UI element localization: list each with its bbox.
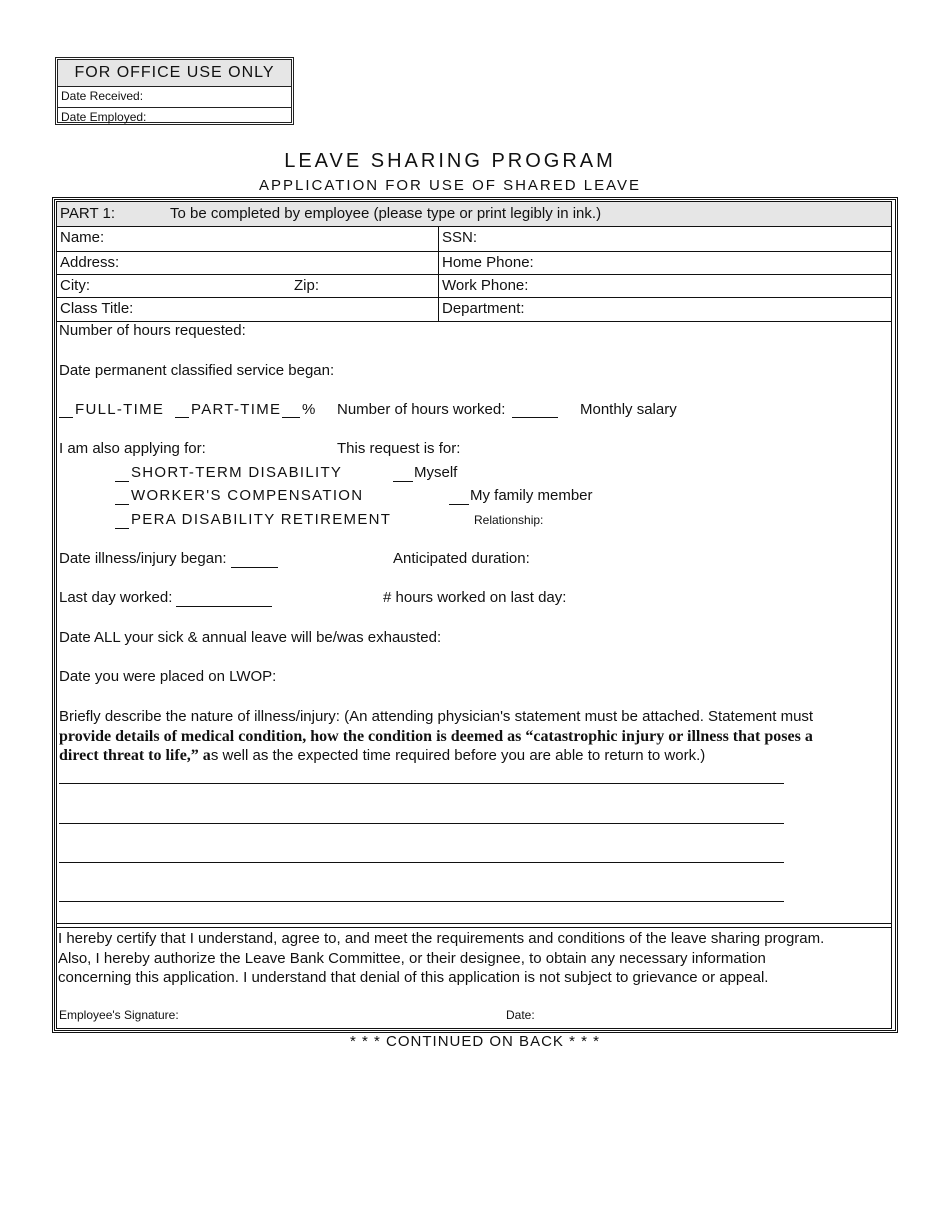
zip-field[interactable]: Zip: [291,275,439,297]
pera-blank[interactable] [115,528,129,529]
address-field[interactable]: Address: [57,252,439,274]
description-line[interactable] [59,823,784,824]
home-phone-field[interactable]: Home Phone: [442,254,534,271]
service-began-label: Date permanent classified service began: [59,362,335,379]
full-time-label: FULL-TIME [75,401,165,418]
work-phone-field[interactable]: Work Phone: [442,277,529,294]
certify-line1: I hereby certify that I understand, agree to, and meet the requirements and conditions of the leave sharing program. [58,930,825,947]
hours-last-day-label: # hours worked on last day: [383,589,567,606]
short-term-label: SHORT-TERM DISABILITY [131,464,343,481]
certify-line2: Also, I hereby authorize the Leave Bank Committee, or their designee, to obtain any necessary information [58,950,766,967]
section-divider [56,923,892,928]
illness-began-label: Date illness/injury began: [59,550,227,567]
office-use-header: FOR OFFICE USE ONLY [58,60,291,87]
part1-label: PART 1: [60,205,116,222]
relationship-label: Relationship: [474,513,544,527]
request-for-label: This request is for: [337,440,461,457]
myself-label: Myself [414,464,458,481]
part-time-label: PART-TIME [191,401,282,418]
family-member-blank[interactable] [449,504,469,505]
city-field[interactable]: City: [60,277,90,294]
monthly-salary-label: Monthly salary [580,401,677,418]
description-line[interactable] [59,783,784,784]
class-title-field[interactable]: Class Title: [57,298,439,321]
ssn-field[interactable]: SSN: [442,229,478,246]
describe-bold1: provide details of medical condition, how the condition is deemed as “catastrophic injury or illness that poses a [59,728,813,745]
short-term-blank[interactable] [115,481,129,482]
continued-footer: * * * CONTINUED ON BACK * * * [350,1033,600,1050]
description-line[interactable] [59,862,784,863]
leave-exhausted-label: Date ALL your sick & annual leave will be/was exhausted: [59,629,442,646]
describe-line2 [59,747,705,765]
page-title: LEAVE SHARING PROGRAM [284,150,616,172]
last-day-worked-label: Last day worked: [59,589,173,606]
row-city-work [56,275,892,298]
certify-line3: concerning this application. I understand that denial of this application is not subject to grievance or appeal. [58,969,769,986]
date-employed-field[interactable]: Date Employed: [61,110,147,124]
hours-requested-label: Number of hours requested: [59,322,246,339]
myself-blank[interactable] [393,481,413,482]
pera-label: PERA DISABILITY RETIREMENT [131,511,392,528]
anticipated-duration-label: Anticipated duration: [393,550,530,567]
part1-header [56,201,892,227]
hours-worked-blank[interactable] [512,417,558,418]
describe-line1: Briefly describe the nature of illness/injury: (An attending physician's statement must be attached. Statement must [59,708,814,725]
illness-began-blank[interactable] [231,567,278,568]
department-field[interactable]: Department: [442,300,525,317]
page-subtitle: APPLICATION FOR USE OF SHARED LEAVE [258,177,641,194]
also-applying-label: I am also applying for: [59,440,206,457]
workers-comp-label: WORKER'S COMPENSATION [131,487,364,504]
description-line[interactable] [59,901,784,902]
lwop-label: Date you were placed on LWOP: [59,668,277,685]
signature-date-label: Date: [506,1008,535,1022]
hours-worked-label: Number of hours worked: [337,401,506,418]
full-time-blank[interactable] [59,417,73,418]
workers-comp-blank[interactable] [115,504,129,505]
row-name-ssn [56,227,892,252]
percent-blank[interactable] [282,417,300,418]
describe-bold2: direct threat to life,” a [59,747,211,764]
signature-label: Employee's Signature: [59,1008,179,1022]
part1-instruction: To be completed by employee (please type or print legibly in ink.) [170,205,602,222]
family-member-label: My family member [470,487,593,504]
name-field[interactable]: Name: [57,227,439,251]
part-time-blank[interactable] [175,417,189,418]
office-use-box [55,57,294,125]
date-received-field[interactable]: Date Received: [58,87,291,108]
percent-label: % [302,401,316,418]
last-day-worked-blank[interactable] [176,606,272,607]
row-address-phone [56,252,892,275]
row-class-dept [56,298,892,322]
describe-rest2: s well as the expected time required before you are able to return to work.) [210,747,706,764]
